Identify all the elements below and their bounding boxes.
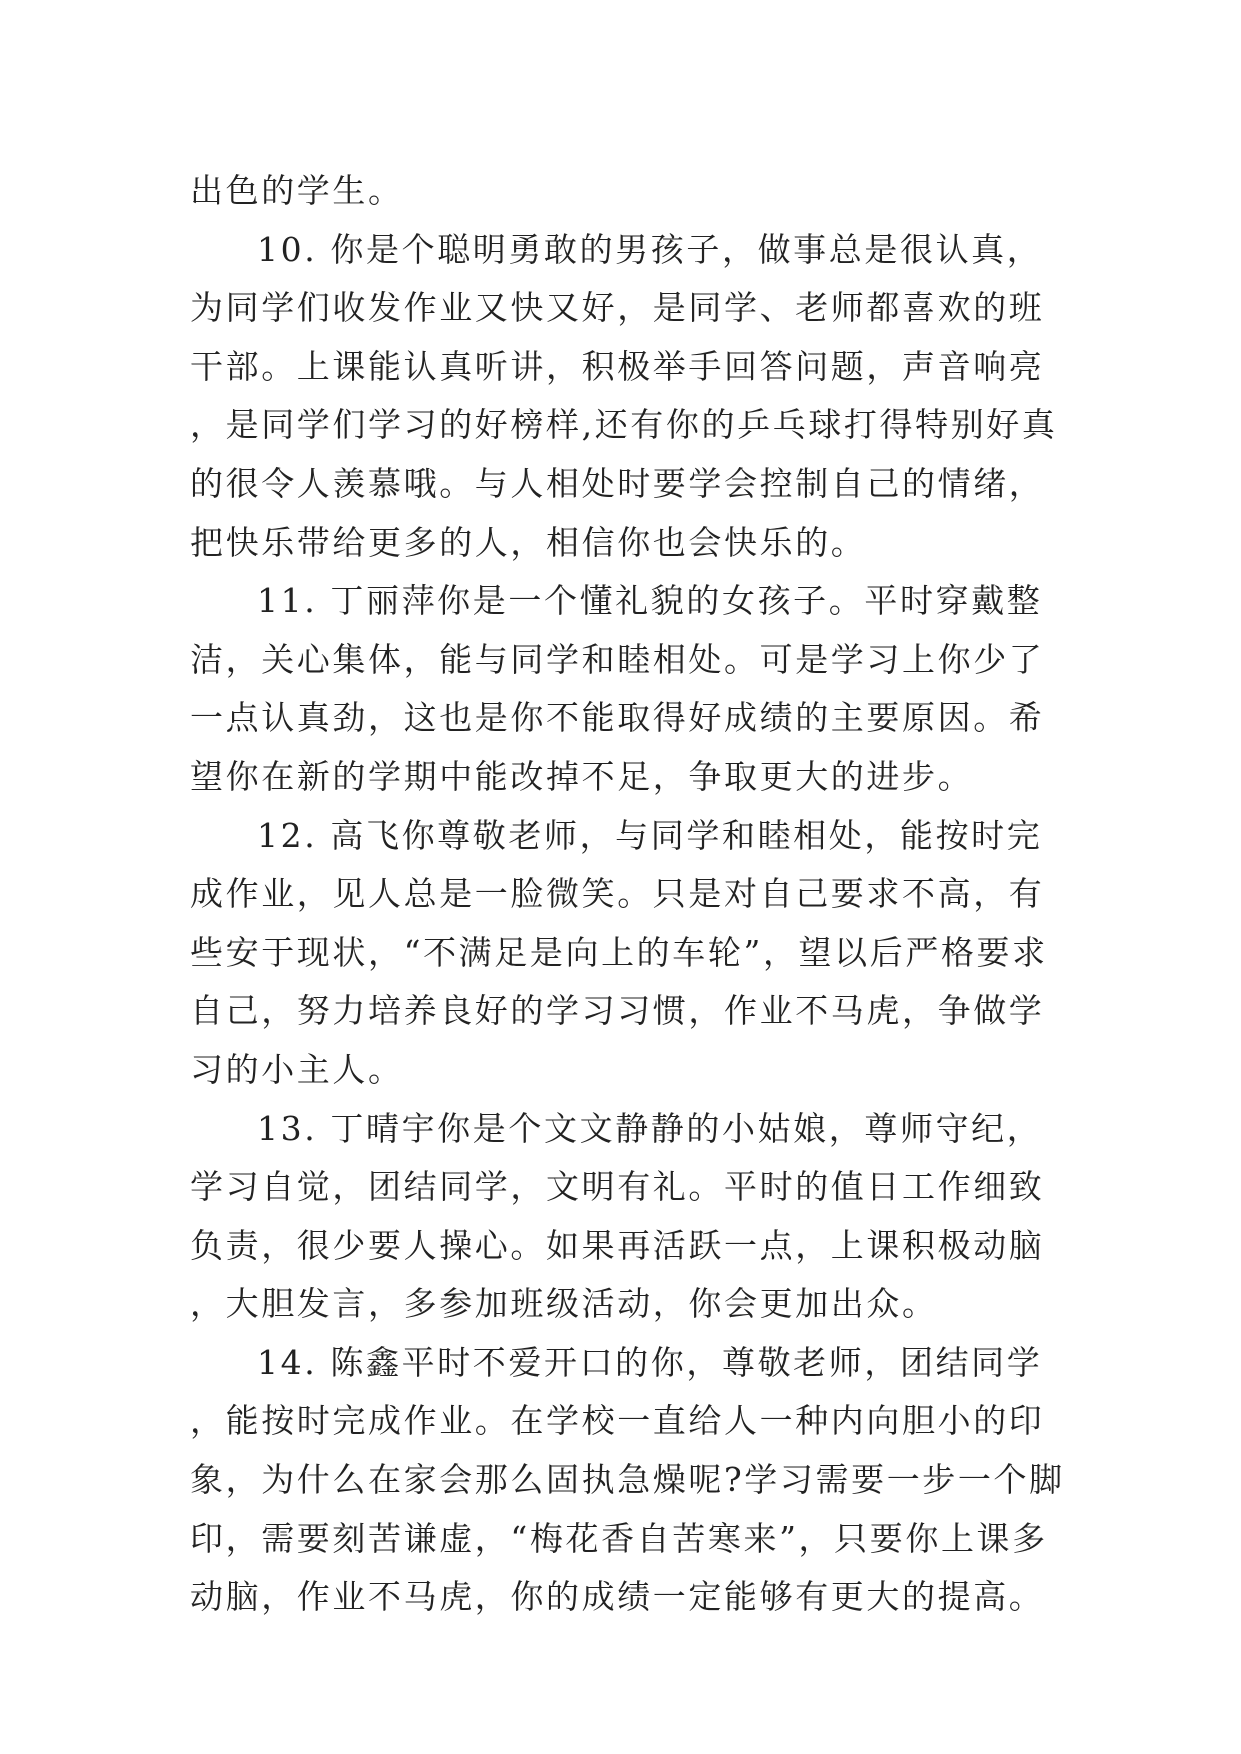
paragraph-item-10: 10. 你是个聪明勇敢的男孩子，做事总是很认真，为同学们收发作业又快又好，是同学、老师都喜欢的班干部。上课能认真听讲，积极举手回答问题，声音响亮，是同学们学习的好榜样,还有你的乒乓球打得特别好真的很令人羡慕哦。与人相处时要学会控制自己的情绪，把快乐带给更多的人，相信你也会快乐的。	[190, 229, 1058, 562]
paragraph-item-11: 11. 丁丽萍你是一个懂礼貌的女孩子。平时穿戴整洁，关心集体，能与同学和睦相处。可是学习上你少了一点认真劲，这也是你不能取得好成绩的主要原因。希望你在新的学期中能改掉不足，争取更大的进步。	[190, 581, 1045, 796]
paragraph-item-12: 12. 高飞你尊敬老师，与同学和睦相处，能按时完成作业，见人总是一脸微笑。只是对自己要求不高，有些安于现状，“不满足是向上的车轮”，望以后严格要求自己，努力培养良好的学习习惯，作业不马虎，争做学习的小主人。	[190, 815, 1048, 1089]
document-body	[190, 162, 1070, 1627]
paragraph-continuation: 出色的学生。	[190, 171, 404, 210]
paragraph-item-14: 14. 陈鑫平时不爱开口的你，尊敬老师，团结同学，能按时完成作业。在学校一直给人一种内向胆小的印象，为什么在家会那么固执急燥呢?学习需要一步一个脚印，需要刻苦谦虚，“梅花香自苦寒来”，只要你上课多动脑，作业不马虎，你的成绩一定能够有更大的提高。	[190, 1342, 1065, 1617]
paragraph-item-13: 13. 丁晴宇你是个文文静静的小姑娘，尊师守纪，学习自觉，团结同学，文明有礼。平时的值日工作细致负责，很少要人操心。如果再活跃一点，上课积极动脑，大胆发言，多参加班级活动，你会更加出众。	[190, 1108, 1045, 1324]
